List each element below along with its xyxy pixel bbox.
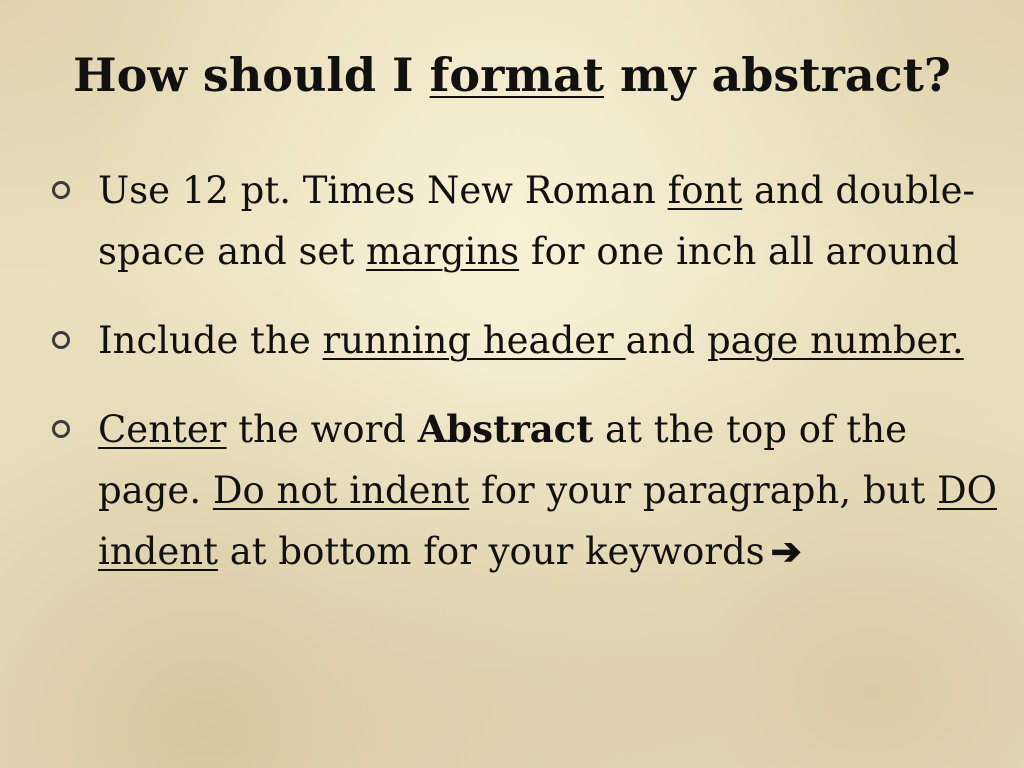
bullet-item-header — [48, 310, 1008, 371]
hollow-circle-bullet-icon — [52, 331, 70, 349]
bullet-item-center — [48, 399, 1008, 582]
title-suffix: my abstract? — [604, 48, 951, 102]
page-number-underlined: page number. — [706, 319, 964, 362]
bullet-3-text-b: at the top of the page. — [98, 408, 908, 512]
running-header-underlined: running header — [322, 319, 626, 362]
bullet-3-text-d: at bottom for your keywords — [217, 530, 765, 573]
bullet-3-text-a: the word — [226, 408, 418, 451]
bullet-3-text-c: for your paragraph, but — [469, 469, 937, 512]
font-underlined: font — [667, 169, 743, 212]
bullet-1-text-b: and double-space and set — [98, 169, 976, 273]
bullet-2-text-b: and — [625, 319, 707, 362]
bullet-list — [48, 160, 1008, 610]
bullet-2-text-a: Include the — [98, 319, 323, 362]
do-not-indent-underlined: Do not indent — [212, 469, 470, 512]
right-arrow-icon: ➔ — [770, 529, 802, 573]
hollow-circle-bullet-icon — [52, 181, 70, 199]
bullet-1-text-a: Use 12 pt. Times New Roman — [98, 169, 668, 212]
center-underlined: Center — [98, 408, 227, 451]
abstract-bold: Abstract — [417, 407, 594, 451]
hollow-circle-bullet-icon — [52, 420, 70, 438]
bullet-item-font — [48, 160, 1008, 282]
bullet-1-text-c: for one inch all around — [519, 230, 959, 273]
title-prefix: How should I — [73, 48, 430, 102]
margins-underlined: margins — [365, 230, 520, 273]
slide-title — [0, 40, 1024, 110]
title-format-underlined: format — [429, 48, 605, 102]
do-indent-underlined: DO indent — [98, 469, 997, 573]
